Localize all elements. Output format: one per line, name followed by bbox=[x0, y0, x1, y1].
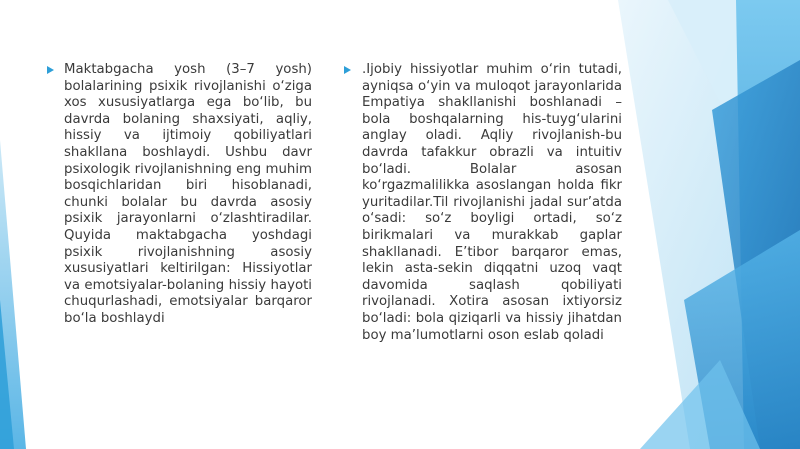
right-text-column: .Ijobiy hissiyotlar muhim o‘rin tutadi, ayniqsa o‘yin va muloqot jarayonlarida Empatiya shakllanishi boshlanadi – bola boshqalarning his-tuyg‘ularini anglay oladi. Aqliy rivojlanish-bu davrda tafakkur obrazli va intuitiv bo‘ladi. Bolalar asosan ko‘rgazmalilikka asoslangan holda fikr yuritadilar.Til rivojlanishi jadal sur’atda o‘sadi: so‘z boyligi ortadi, so‘z birikmalari va murakkab gaplar shakllanadi. E’tibor barqaror emas, lekin asta-sekin diqqatni uzoq vaqt davomida saqlash qobiliyati rivojlanadi. Xotira asosan ixtiyorsiz bo‘ladi: bola qiziqarli va hissiy jihatdan boy ma’lumotlarni oson eslab qoladi bbox=[362, 62, 622, 343]
left-text-column: Maktabgacha yosh (3–7 yosh) bolalarining psixik rivojlanishi o‘ziga xos xususiyatlarga ega bo‘lib, bu davrda bolaning shaxsiyati, aqliy, hissiy va ijtimoiy qobiliyatlari shakllana boshlaydi. Ushbu davr psixologik rivojlanishning eng muhim bosqichlaridan biri hisoblanadi, chunki bolalar bu davrda asosiy psixik jarayonlarni o‘zlashtiradilar. Quyida maktabgacha yoshdagi psixik rivojlanishning asosiy xususiyatlari keltirilgan: Hissiyotlar va emotsiyalar-bolaning hissiy hayoti chuqurlashadi, emotsiyalar barqaror bo‘la boshlaydi bbox=[64, 62, 312, 326]
bullet-triangle-icon bbox=[344, 66, 351, 74]
bullet-triangle-icon bbox=[47, 66, 54, 74]
